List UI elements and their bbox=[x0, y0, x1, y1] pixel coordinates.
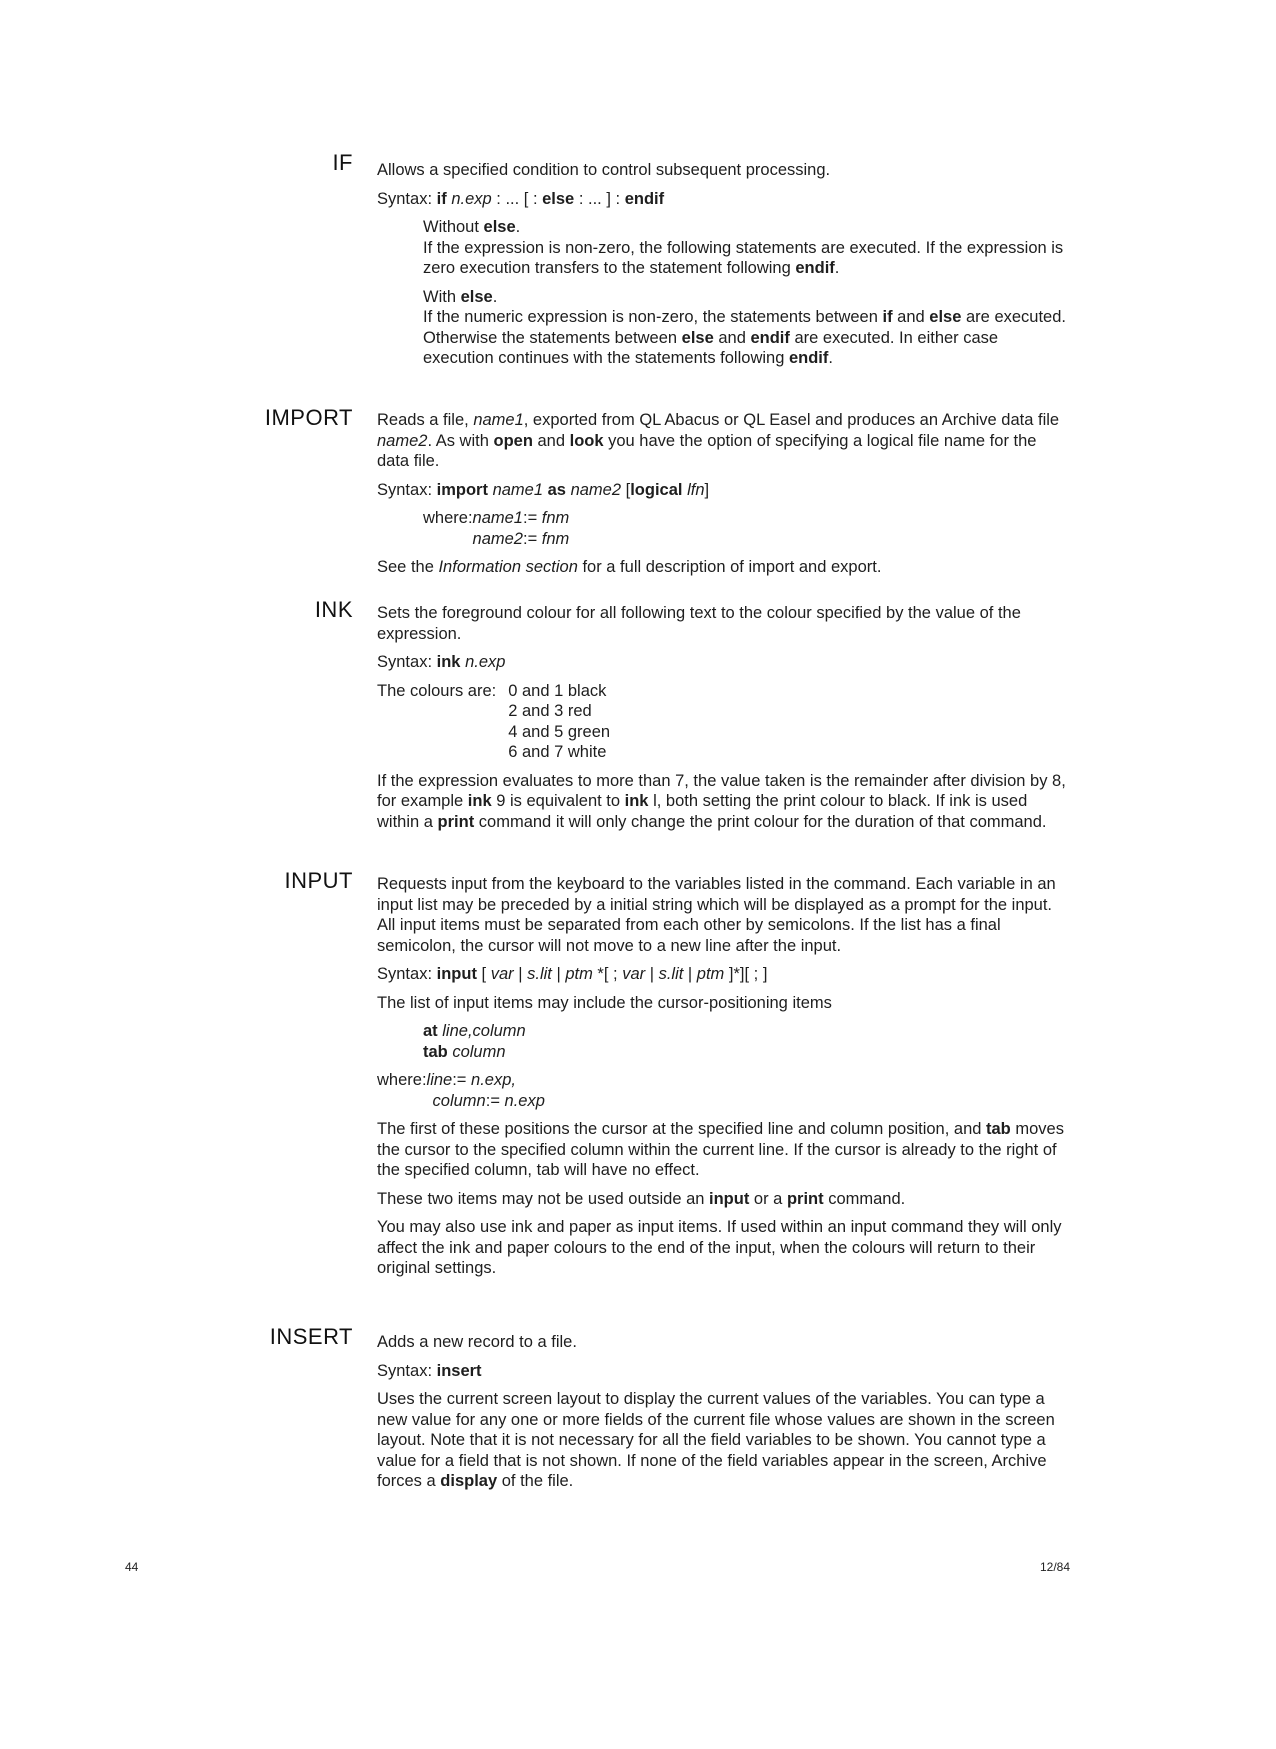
input-description: Requests input from the keyboard to the variables listed in the command. Each variable in an input list may be preceded by a initial string which will be displayed as a prompt for the input. All input items must be separated from each other by semicolons. If the list has a final semicolon, the cursor will not move to a new line after the input. bbox=[377, 875, 1056, 955]
entry-insert bbox=[377, 1332, 1067, 1500]
insert-description: Adds a new record to a file. bbox=[377, 1333, 577, 1351]
if-with-else: With else. If the numeric expression is non-zero, the statements between if and else are executed. Otherwise the statements between else and endif are executed. In either case execution continues with the statements following endif. bbox=[423, 287, 1066, 367]
insert-para: Uses the current screen layout to display the current values of the variables. You can type a new value for any one or more fields of the current file whose values are shown in the screen layout. Note that it is not necessary for all the field variables to be shown. You cannot type a value for a field that is not shown. If none of the field variables appear in the screen, Archive forces a display of the file. bbox=[377, 1390, 1055, 1490]
input-para-3: You may also use ink and paper as input items. If used within an input command they will only affect the ink and paper colours to the end of the input, when the colours will return to their original settings. bbox=[377, 1218, 1062, 1277]
keyword-import: IMPORT bbox=[264, 405, 353, 430]
if-syntax: Syntax: if n.exp : ... [ : else : ... ] : endif bbox=[377, 189, 665, 208]
import-see-also: See the Information section for a full description of import and export. bbox=[377, 558, 882, 576]
ink-description: Sets the foreground colour for all following text to the colour specified by the value of the expression. bbox=[377, 604, 1021, 643]
entry-if bbox=[377, 160, 1067, 377]
input-para-1: The first of these positions the cursor at the specified line and column position, and tab moves the cursor to the specified column within the current line. If the cursor is already to the right of the specified column, tab will have no effect. bbox=[377, 1120, 1064, 1179]
ink-note: If the expression evaluates to more than 7, the value taken is the remainder after division by 8, for example ink 9 is equivalent to ink l, both setting the print colour to black. If ink is used within a print command it will only change the print colour for the duration of that command. bbox=[377, 771, 1066, 831]
page-number: 44 bbox=[125, 1560, 139, 1574]
import-description: Reads a file, name1, exported from QL Abacus or QL Easel and produces an Archive data file name2. As with open and look you have the option of specifying a logical file name for the data file. bbox=[377, 411, 1060, 470]
keyword-insert: INSERT bbox=[269, 1324, 353, 1349]
entry-input bbox=[377, 874, 1067, 1287]
ink-colour-table: The colours are: 0 and 1 black 2 and 3 red 4 and 5 green 6 and 7 white bbox=[377, 681, 611, 761]
date-code: 12/84 bbox=[1040, 1560, 1071, 1574]
input-cursor-items: at line,column tab column bbox=[423, 1022, 526, 1061]
input-syntax: Syntax: input [ var | s.lit | ptm *[ ; var | s.lit | ptm ]*][ ; ] bbox=[377, 965, 768, 983]
import-syntax: Syntax: import name1 as name2 [logical lfn] bbox=[377, 480, 710, 499]
input-where: where: line:= n.exp, column:= n.exp bbox=[377, 1071, 545, 1110]
if-description: Allows a specified condition to control subsequent processing. bbox=[377, 161, 831, 179]
input-para-2: These two items may not be used outside an input or a print command. bbox=[377, 1189, 906, 1208]
ink-syntax: Syntax: ink n.exp bbox=[377, 653, 506, 671]
entry-ink bbox=[377, 603, 1067, 840]
keyword-input: INPUT bbox=[284, 868, 353, 893]
keyword-if: IF bbox=[332, 150, 353, 175]
input-list-text: The list of input items may include the cursor-positioning items bbox=[377, 993, 832, 1012]
keyword-ink: INK bbox=[314, 597, 353, 622]
if-without-else: Without else. If the expression is non-zero, the following statements are executed. If the expression is zero execution transfers to the statement following endif. bbox=[423, 218, 1064, 277]
insert-syntax: Syntax: insert bbox=[377, 1361, 482, 1380]
entry-import bbox=[377, 410, 1067, 586]
import-where: where: name1:= fnm name2:= fnm bbox=[423, 509, 570, 548]
